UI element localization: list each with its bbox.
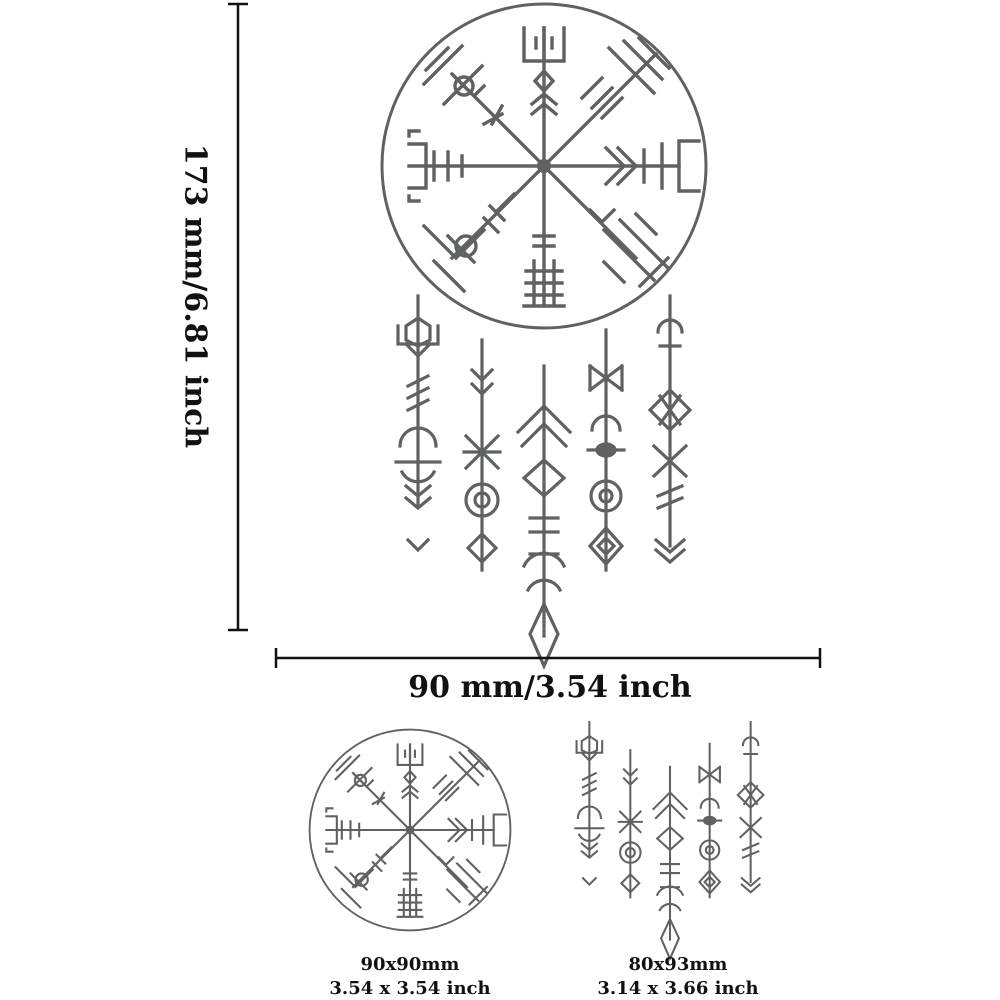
- small-vegvisir-stencil: [310, 730, 511, 931]
- height-dimension-label: 173 mm/6.81 inch: [177, 143, 213, 449]
- height-dimension-line: [228, 4, 248, 630]
- main-rune-arrows-stencil: [396, 296, 690, 666]
- caption-size-inch: 3.14 x 3.66 inch: [597, 978, 759, 999]
- caption-size-mm: 80x93mm: [628, 954, 728, 975]
- main-vegvisir-stencil: [382, 4, 706, 328]
- caption-size-mm: 90x90mm: [360, 954, 460, 975]
- vegvisir-size-caption: [280, 953, 540, 1000]
- arrows-size-caption: [548, 953, 808, 1000]
- small-rune-arrows-stencil: [575, 722, 763, 959]
- width-dimension-label: 90 mm/3.54 inch: [408, 670, 692, 705]
- caption-size-inch: 3.54 x 3.54 inch: [329, 978, 491, 999]
- width-dimension-line: [276, 648, 820, 668]
